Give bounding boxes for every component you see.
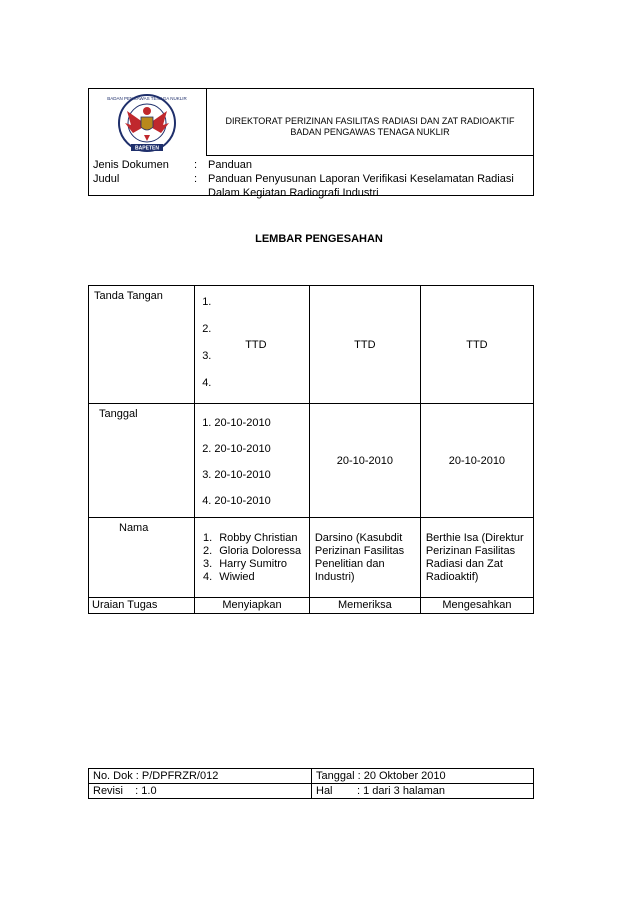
footer-date: Tanggal : 20 Oktober 2010 [312, 769, 534, 784]
preparer-name: 1. Robby Christian [215, 532, 307, 545]
logo-ring-text: BADAN PENGAWAS TENAGA NUKLIR [107, 96, 187, 101]
document-header [88, 88, 534, 199]
date-row [89, 404, 534, 518]
title-label: Judul [93, 173, 120, 185]
preparer-names [195, 518, 310, 598]
name-label: Nama [89, 518, 195, 598]
date-list [195, 404, 310, 518]
title-value-line-1: Panduan Penyusunan Laporan Verifikasi Keselamatan Radiasi [208, 173, 514, 185]
signature-mark-preparer: TTD [245, 339, 267, 351]
bapeten-logo [89, 89, 207, 156]
date-item: 3. 20-10-2010 [202, 469, 271, 481]
doc-type-label: Jenis Dokumen [93, 159, 169, 171]
reviewer-name: Darsino (Kasubdit Perizinan Fasilitas Penelitian dan Industri) [309, 518, 420, 598]
institution-line-2: BADAN PENGAWAS TENAGA NUKLIR [290, 127, 450, 137]
institution-name [207, 89, 533, 156]
date-approver: 20-10-2010 [420, 404, 533, 518]
footer-doc-no: No. Dok : P/DPFRZR/012 [89, 769, 312, 784]
doc-type-value: Panduan [208, 159, 253, 171]
doc-type-colon: : [194, 159, 198, 171]
sheet-title: LEMBAR PENGESAHAN [255, 233, 383, 245]
preparer-name: 4. Wiwied [215, 571, 307, 584]
date-item: 1. 20-10-2010 [202, 417, 271, 429]
date-item: 4. 20-10-2010 [202, 495, 271, 507]
signature-cell-preparers [195, 286, 310, 404]
task-label: Uraian Tugas [89, 598, 195, 614]
footer-revision: Revisi : 1.0 [89, 784, 312, 799]
preparer-list [195, 532, 307, 584]
signature-number-2: 2. [202, 323, 212, 335]
institution-line-1: DIREKTORAT PERIZINAN FASILITAS RADIASI DAN ZAT RADIOAKTIF [225, 116, 515, 126]
task-row [89, 598, 534, 614]
footer-page: Hal : 1 dari 3 halaman [312, 784, 534, 799]
logo-acronym: BAPETEN [135, 145, 159, 152]
date-label: Tanggal [89, 404, 195, 518]
document-footer [88, 768, 534, 799]
approval-table [88, 285, 534, 614]
signature-number-3: 3. [202, 350, 212, 362]
document-meta [89, 156, 533, 199]
signature-row [89, 286, 534, 404]
preparer-name: 2. Gloria Doloressa [215, 545, 307, 558]
task-approve: Mengesahkan [420, 598, 533, 614]
preparer-name: 3. Harry Sumitro [215, 558, 307, 571]
signature-number-4: 4. [202, 377, 212, 389]
name-row [89, 518, 534, 598]
date-item: 2. 20-10-2010 [202, 443, 271, 455]
title-colon: : [194, 173, 198, 185]
garuda-emblem-icon [89, 89, 206, 156]
signature-number-1: 1. [202, 296, 212, 308]
task-review: Memeriksa [309, 598, 420, 614]
signature-mark-reviewer: TTD [309, 286, 420, 404]
approver-name: Berthie Isa (Direktur Perizinan Fasilitas Radiasi dan Zat Radioaktif) [420, 518, 533, 598]
date-reviewer: 20-10-2010 [309, 404, 420, 518]
signature-mark-approver: TTD [420, 286, 533, 404]
title-value-line-2: Dalam Kegiatan Radiografi Industri [208, 187, 379, 199]
task-prepare: Menyiapkan [195, 598, 310, 614]
signature-label: Tanda Tangan [89, 286, 195, 404]
